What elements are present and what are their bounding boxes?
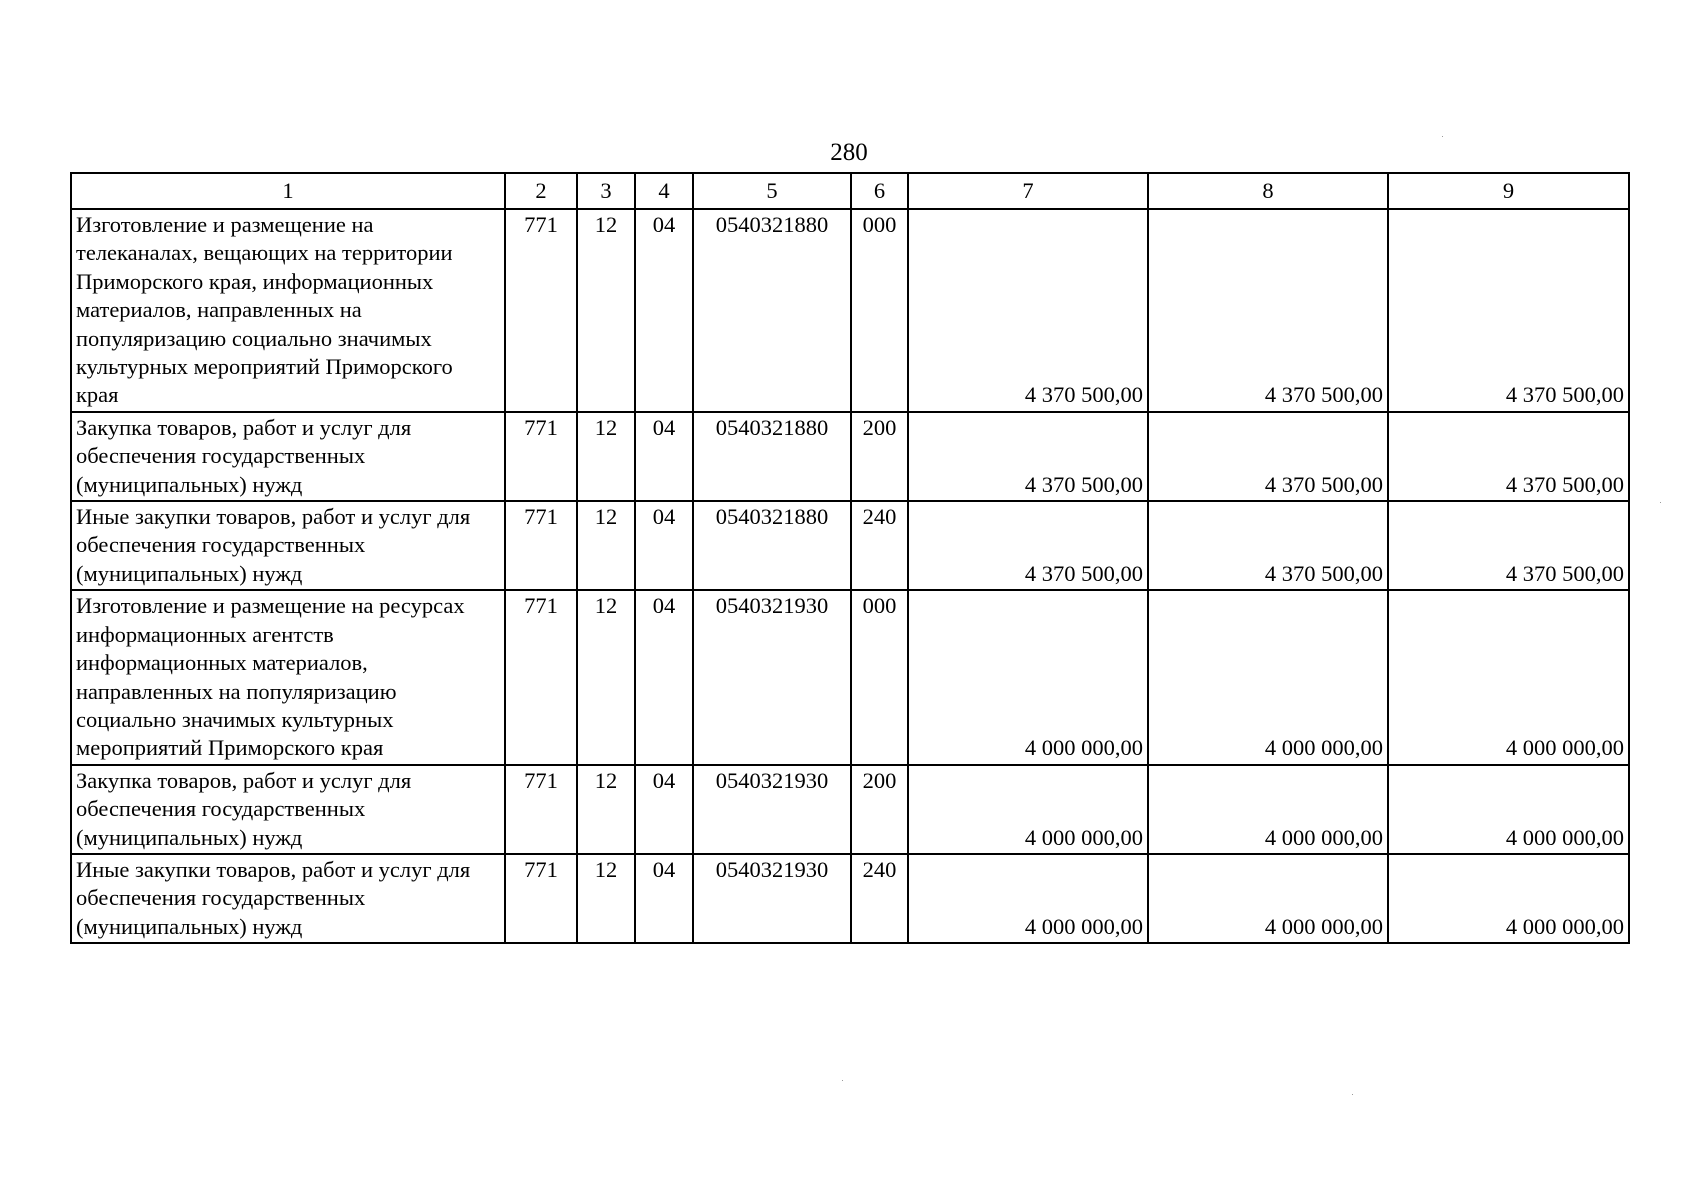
row-amount-7: 4 370 500,00 [908,501,1148,590]
row-code-3: 12 [577,209,635,412]
budget-table [70,172,1630,944]
row-amount-8: 4 000 000,00 [1148,765,1388,854]
row-amount-9: 4 000 000,00 [1388,854,1629,943]
row-code-5: 0540321930 [693,765,851,854]
row-amount-8: 4 000 000,00 [1148,590,1388,764]
row-code-4: 04 [635,209,693,412]
row-code-2: 771 [505,412,577,501]
column-number-7: 7 [908,173,1148,209]
row-code-6: 000 [851,209,908,412]
row-amount-9: 4 000 000,00 [1388,590,1629,764]
table-row [71,501,1629,590]
row-amount-7: 4 000 000,00 [908,854,1148,943]
row-code-2: 771 [505,854,577,943]
page-number: 280 [830,139,868,166]
table-row [71,854,1629,943]
column-number-9: 9 [1388,173,1629,209]
table-row [71,412,1629,501]
row-name: Изготовление и размещение на ресурсах информационных агентств информационных материалов, направленных на популяризацию социально значимых культурных мероприятий Приморского края [71,590,505,764]
column-number-row [71,173,1629,209]
row-code-2: 771 [505,501,577,590]
row-name: Изготовление и размещение на телеканалах, вещающих на территории Приморского края, информационных материалов, направленных на популяризацию социально значимых культурных мероприятий Приморского края [71,209,505,412]
row-code-6: 240 [851,501,908,590]
row-code-5: 0540321880 [693,209,851,412]
row-code-2: 771 [505,209,577,412]
row-amount-7: 4 000 000,00 [908,765,1148,854]
row-amount-8: 4 370 500,00 [1148,209,1388,412]
row-code-4: 04 [635,590,693,764]
row-code-6: 000 [851,590,908,764]
row-code-4: 04 [635,412,693,501]
row-code-4: 04 [635,765,693,854]
column-number-3: 3 [577,173,635,209]
scan-speck [842,1080,843,1081]
row-code-4: 04 [635,854,693,943]
row-amount-9: 4 000 000,00 [1388,765,1629,854]
scan-speck [1442,136,1443,137]
row-name: Закупка товаров, работ и услуг для обеспечения государственных (муниципальных) нужд [71,412,505,501]
row-code-5: 0540321930 [693,590,851,764]
row-amount-9: 4 370 500,00 [1388,209,1629,412]
column-number-5: 5 [693,173,851,209]
row-amount-9: 4 370 500,00 [1388,412,1629,501]
row-code-2: 771 [505,765,577,854]
row-amount-7: 4 370 500,00 [908,412,1148,501]
row-code-3: 12 [577,590,635,764]
row-amount-7: 4 370 500,00 [908,209,1148,412]
row-amount-7: 4 000 000,00 [908,590,1148,764]
row-code-3: 12 [577,765,635,854]
table-row [71,209,1629,412]
column-number-8: 8 [1148,173,1388,209]
row-code-6: 200 [851,765,908,854]
table-row [71,590,1629,764]
scan-speck [1660,502,1661,503]
column-number-1: 1 [71,173,505,209]
row-name: Иные закупки товаров, работ и услуг для обеспечения государственных (муниципальных) нужд [71,854,505,943]
row-code-4: 04 [635,501,693,590]
row-code-5: 0540321880 [693,412,851,501]
row-amount-8: 4 370 500,00 [1148,501,1388,590]
row-code-5: 0540321930 [693,854,851,943]
row-code-6: 200 [851,412,908,501]
column-number-2: 2 [505,173,577,209]
column-number-4: 4 [635,173,693,209]
row-code-6: 240 [851,854,908,943]
row-code-3: 12 [577,854,635,943]
row-code-3: 12 [577,501,635,590]
column-number-6: 6 [851,173,908,209]
row-code-2: 771 [505,590,577,764]
table-row [71,765,1629,854]
row-amount-9: 4 370 500,00 [1388,501,1629,590]
row-amount-8: 4 000 000,00 [1148,854,1388,943]
row-name: Закупка товаров, работ и услуг для обеспечения государственных (муниципальных) нужд [71,765,505,854]
row-name: Иные закупки товаров, работ и услуг для обеспечения государственных (муниципальных) нужд [71,501,505,590]
row-code-3: 12 [577,412,635,501]
row-code-5: 0540321880 [693,501,851,590]
scan-speck [1352,1094,1353,1095]
row-amount-8: 4 370 500,00 [1148,412,1388,501]
